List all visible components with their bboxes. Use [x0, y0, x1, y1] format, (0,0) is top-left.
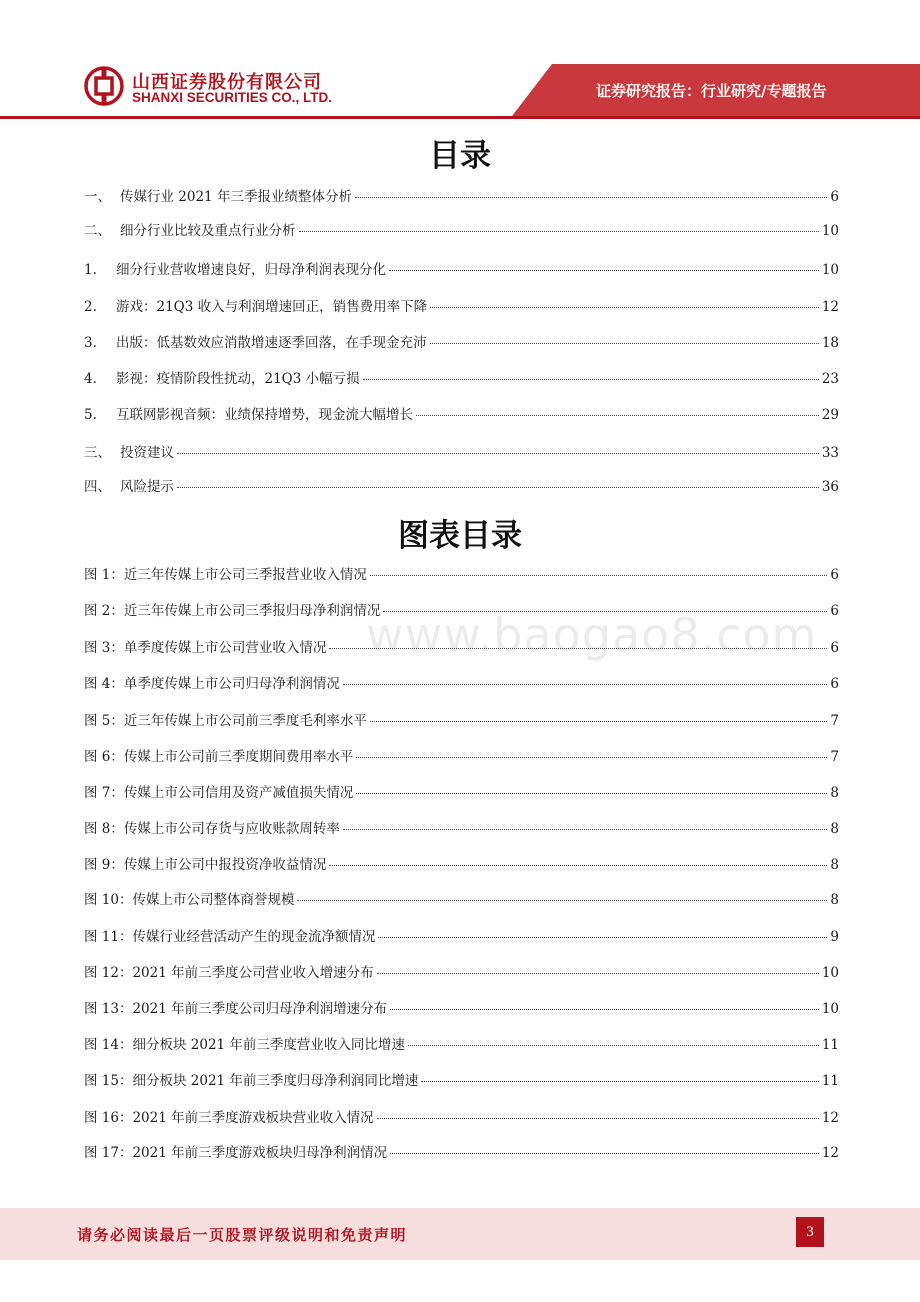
- figure-entry[interactable]: [84, 636, 839, 658]
- toc-leader: [299, 230, 819, 232]
- toc-entry[interactable]: [84, 295, 839, 317]
- toc-entry-text: 出版：低基数效应消散增速逐季回落，在手现金充沛: [116, 335, 427, 351]
- toc-leader: [297, 899, 827, 901]
- figure-entry[interactable]: [84, 1106, 839, 1128]
- figure-entry[interactable]: [84, 1141, 839, 1163]
- figure-entry-text: 图 17：2021 年前三季度游戏板块归母净利润情况: [84, 1145, 388, 1161]
- toc-entry-text: 游戏：21Q3 收入与利润增速回正，销售费用率下降: [116, 299, 428, 315]
- figure-entry-page: 7: [830, 749, 839, 765]
- toc-entry-number: 2.: [84, 299, 97, 315]
- figure-entry-page: 10: [821, 1001, 839, 1017]
- figure-entry-page: 6: [830, 603, 839, 619]
- figure-entry[interactable]: [84, 709, 839, 731]
- toc-entry[interactable]: [84, 403, 839, 425]
- toc-entry[interactable]: [84, 331, 839, 353]
- toc-entry-text: 影视：疫情阶段性扰动，21Q3 小幅亏损: [116, 371, 360, 387]
- figure-entry[interactable]: [84, 745, 839, 767]
- toc-entry-text: 投资建议: [120, 445, 174, 461]
- figure-entry-page: 6: [830, 640, 839, 656]
- toc-entry-text: 互联网影视音频：业绩保持增势，现金流大幅增长: [116, 407, 413, 423]
- figure-entry[interactable]: [84, 563, 839, 585]
- figure-entry-text: 图 3：单季度传媒上市公司营业收入情况: [84, 640, 327, 656]
- toc-leader: [329, 647, 827, 649]
- page-number: 3: [796, 1217, 824, 1247]
- figure-entry-text: 图 13：2021 年前三季度公司归母净利润增速分布: [84, 1001, 388, 1017]
- toc-entry-page: 10: [821, 262, 839, 278]
- toc-entry-number: 1.: [84, 262, 97, 278]
- toc-entry-page: 23: [821, 371, 839, 387]
- toc-entry[interactable]: [84, 475, 839, 497]
- toc-entry-page: 10: [821, 223, 839, 239]
- toc-leader: [363, 378, 819, 380]
- company-name-cn: 山西证券股份有限公司: [132, 72, 322, 93]
- toc-entry[interactable]: [84, 367, 839, 389]
- page-header: [0, 0, 920, 120]
- toc-entry-number: 4.: [84, 371, 97, 387]
- toc-entry[interactable]: [84, 219, 839, 241]
- figures-title: 图表目录: [398, 518, 522, 554]
- toc-entry-number: 三、: [84, 445, 111, 461]
- figure-entry-text: 图 5：近三年传媒上市公司前三季度毛利率水平: [84, 713, 367, 729]
- figure-entry-page: 8: [830, 857, 839, 873]
- toc-entry-number: 3.: [84, 335, 97, 351]
- toc-entry-number: 二、: [84, 223, 111, 239]
- toc-entry-page: 6: [830, 189, 839, 205]
- toc-leader: [370, 574, 828, 576]
- figure-entry-text: 图 12：2021 年前三季度公司营业收入增速分布: [84, 965, 374, 981]
- toc-entry-number: 四、: [84, 479, 111, 495]
- toc-entry-page: 33: [821, 445, 839, 461]
- toc-entry-text: 细分行业比较及重点行业分析: [120, 223, 296, 239]
- toc-leader: [377, 972, 819, 974]
- disclaimer-notice: 请务必阅读最后一页股票评级说明和免责声明: [77, 1226, 408, 1244]
- figure-entry-page: 8: [830, 785, 839, 801]
- figure-entry-page: 12: [821, 1145, 839, 1161]
- figure-entry-page: 6: [830, 567, 839, 583]
- figure-entry-page: 11: [821, 1037, 839, 1053]
- figure-entry[interactable]: [84, 1033, 839, 1055]
- toc-leader: [378, 936, 827, 938]
- figure-entry[interactable]: [84, 781, 839, 803]
- header-divider: [0, 116, 920, 119]
- figure-entry-text: 图 7：传媒上市公司信用及资产减值损失情况: [84, 785, 354, 801]
- toc-leader: [408, 1044, 819, 1046]
- figure-entry[interactable]: [84, 961, 839, 983]
- toc-entry-page: 36: [821, 479, 839, 495]
- figure-entry[interactable]: [84, 672, 839, 694]
- toc-leader: [390, 1152, 819, 1154]
- toc-entry-page: 29: [821, 407, 839, 423]
- figure-entry-page: 9: [830, 929, 839, 945]
- toc-leader: [356, 792, 827, 794]
- figure-entry[interactable]: [84, 1069, 839, 1091]
- figure-entry-text: 图 14：细分板块 2021 年前三季度营业收入同比增速: [84, 1037, 405, 1053]
- figure-entry-page: 8: [830, 892, 839, 908]
- toc-entry-page: 12: [821, 299, 839, 315]
- figure-entry-page: 12: [821, 1110, 839, 1126]
- company-logo-icon: [84, 66, 124, 106]
- figure-entry[interactable]: [84, 853, 839, 875]
- toc-leader: [383, 610, 827, 612]
- figure-entry[interactable]: [84, 817, 839, 839]
- toc-entry[interactable]: [84, 185, 839, 207]
- figure-entry-text: 图 6：传媒上市公司前三季度期间费用率水平: [84, 749, 354, 765]
- toc-leader: [416, 414, 819, 416]
- toc-entry-number: 一、: [84, 189, 111, 205]
- figure-entry-page: 11: [821, 1073, 839, 1089]
- toc-entry-text: 细分行业营收增速良好，归母净利润表现分化: [116, 262, 386, 278]
- toc-leader: [177, 486, 819, 488]
- figure-entry-text: 图 2：近三年传媒上市公司三季报归母净利润情况: [84, 603, 381, 619]
- toc-leader: [177, 452, 819, 454]
- figure-entry-page: 8: [830, 821, 839, 837]
- toc-entry-text: 风险提示: [120, 479, 174, 495]
- toc-title: 目录: [429, 138, 491, 174]
- watermark: www.baogao8.com: [366, 608, 818, 662]
- company-name-en: SHANXI SECURITIES CO., LTD.: [132, 90, 333, 105]
- toc-leader: [421, 1080, 818, 1082]
- figure-entry-text: 图 8：传媒上市公司存货与应收账款周转率: [84, 821, 340, 837]
- figure-entry-page: 6: [830, 676, 839, 692]
- figure-entry-text: 图 11：传媒行业经营活动产生的现金流净额情况: [84, 929, 376, 945]
- figure-entry-text: 图 9：传媒上市公司中报投资净收益情况: [84, 857, 327, 873]
- report-type-label: 证券研究报告：行业研究/专题报告: [596, 82, 827, 100]
- figure-entry[interactable]: [84, 925, 839, 947]
- figure-entry-text: 图 16：2021 年前三季度游戏板块营业收入情况: [84, 1110, 374, 1126]
- toc-leader: [390, 1008, 819, 1010]
- figure-entry[interactable]: [84, 599, 839, 621]
- toc-leader: [329, 864, 827, 866]
- figure-entry-text: 图 4：单季度传媒上市公司归母净利润情况: [84, 676, 340, 692]
- toc-leader: [430, 342, 819, 344]
- toc-leader: [370, 720, 828, 722]
- figure-entry-text: 图 10：传媒上市公司整体商誉规模: [84, 892, 295, 908]
- toc-entry[interactable]: [84, 441, 839, 463]
- figure-entry[interactable]: [84, 888, 839, 910]
- toc-leader: [355, 196, 827, 198]
- figure-entry-text: 图 15：细分板块 2021 年前三季度归母净利润同比增速: [84, 1073, 419, 1089]
- toc-leader: [389, 269, 819, 271]
- toc-entry-number: 5.: [84, 407, 97, 423]
- figure-entry-page: 10: [821, 965, 839, 981]
- toc-leader: [430, 306, 819, 308]
- toc-entry-text: 传媒行业 2021 年三季报业绩整体分析: [120, 189, 352, 205]
- toc-entry[interactable]: [84, 258, 839, 280]
- figure-entry[interactable]: [84, 997, 839, 1019]
- toc-leader: [343, 828, 828, 830]
- figure-entry-page: 7: [830, 713, 839, 729]
- toc-leader: [356, 756, 827, 758]
- toc-entry-page: 18: [821, 335, 839, 351]
- figure-entry-text: 图 1：近三年传媒上市公司三季报营业收入情况: [84, 567, 367, 583]
- toc-leader: [343, 683, 828, 685]
- toc-leader: [377, 1117, 819, 1119]
